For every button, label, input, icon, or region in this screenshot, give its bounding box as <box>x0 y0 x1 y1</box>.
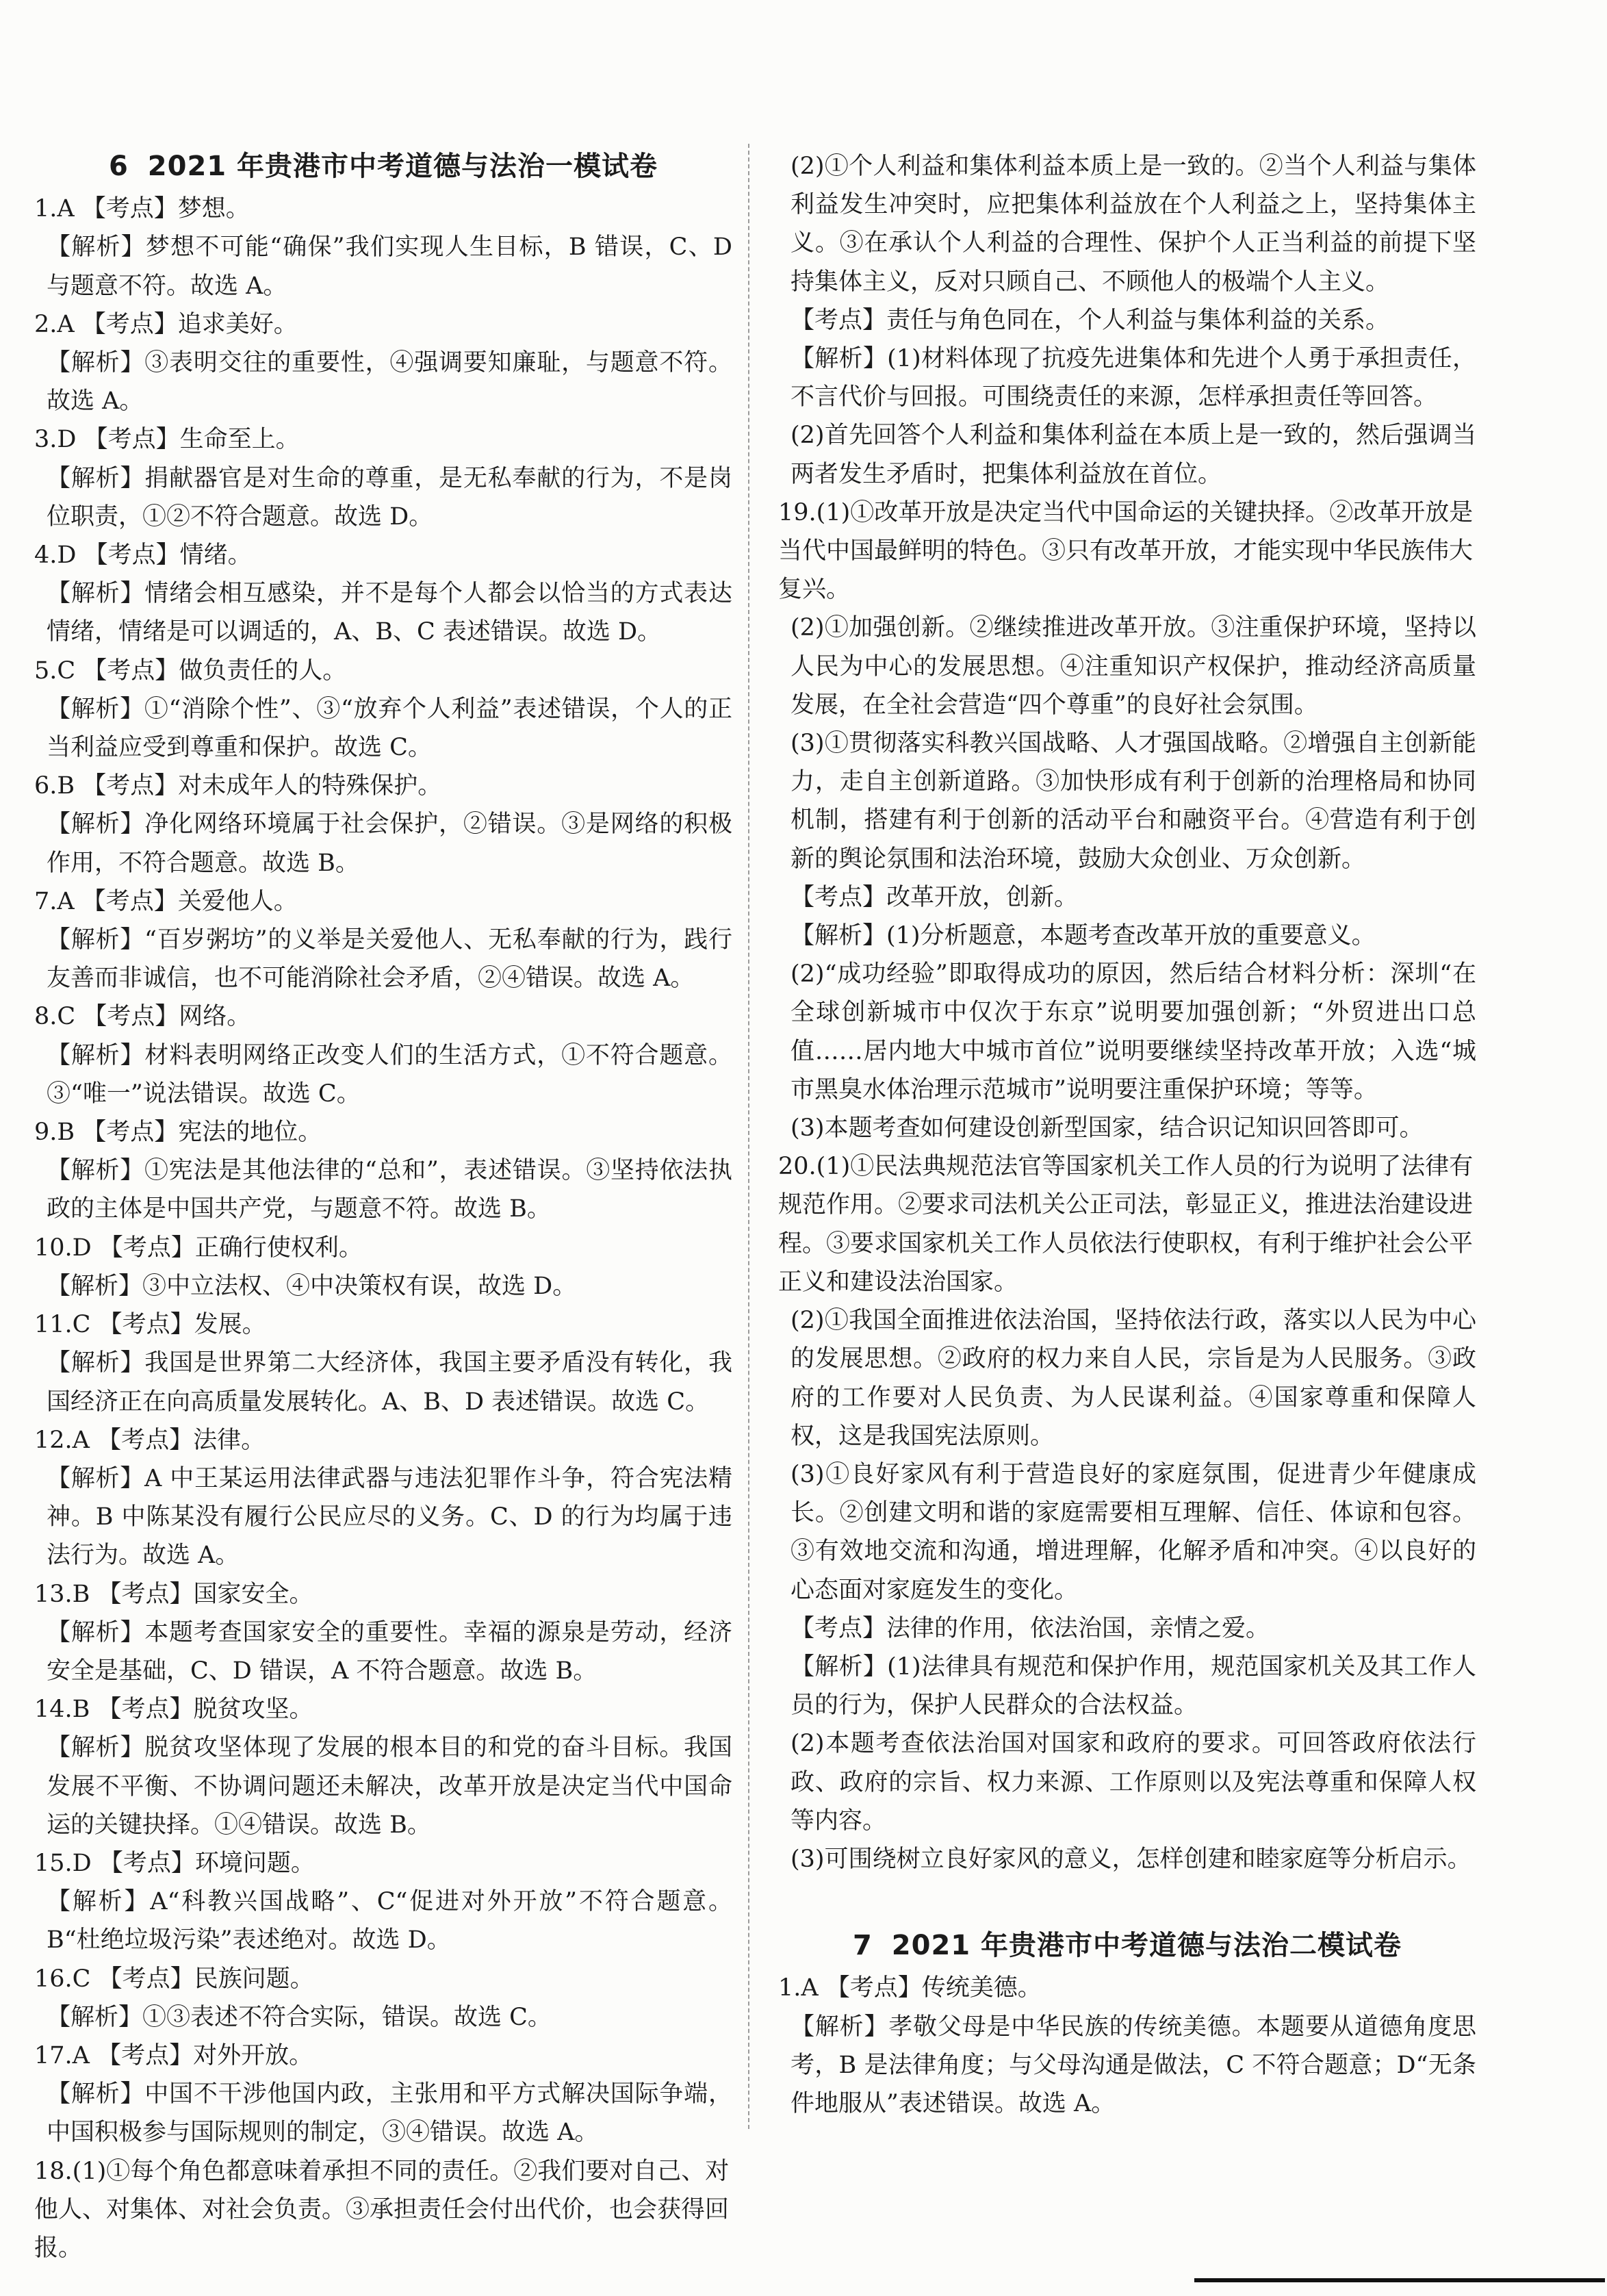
answer-line: 16.C 【考点】民族问题。 <box>34 1965 314 1993</box>
answer-item <box>34 767 732 882</box>
answer-item <box>34 420 732 536</box>
answer-paragraph: 19.(1)①改革开放是决定当代中国命运的关键抉择。②改革开放是当代中国最鲜明的特色。③只有改革开放，才能实现中华民族伟大复兴。 <box>778 498 1474 604</box>
answer-paragraph: 【解析】(1)分析题意，本题考查改革开放的重要意义。 <box>790 922 1376 950</box>
analysis-line: 【解析】中国不干涉他国内政，主张用和平方式解决国际争端，中国积极参与国际规则的制定，③④错误。故选 A。 <box>47 2080 732 2147</box>
answer-list-continued <box>778 147 1476 1878</box>
section-title-6 <box>34 147 732 186</box>
analysis-line: 【解析】我国是世界第二大经济体，我国主要矛盾没有转化，我国经济正在向高质量发展转化。A、B、D 表述错误。故选 C。 <box>47 1349 732 1416</box>
answer-line: 15.D 【考点】环境问题。 <box>34 1849 315 1877</box>
answer-paragraph: 【解析】(1)法律具有规范和保护作用，规范国家机关及其工作人员的行为，保护人民群众的合法权益。 <box>790 1653 1476 1720</box>
answer-line: 6.B 【考点】对未成年人的特殊保护。 <box>34 772 442 800</box>
analysis-line: 【解析】①宪法是其他法律的“总和”，表述错误。③坚持依法执政的主体是中国共产党，与题意不符。故选 B。 <box>47 1157 732 1223</box>
answer-item <box>34 2037 732 2152</box>
analysis-line: 【解析】③表明交往的重要性，④强调要知廉耻，与题意不符。故选 A。 <box>47 349 732 416</box>
answer-paragraph: 1.A 【考点】传统美德。 <box>778 1974 1042 2002</box>
answer-paragraph: 【考点】责任与角色同在，个人利益与集体利益的关系。 <box>790 306 1390 334</box>
answer-line: 10.D 【考点】正确行使权利。 <box>34 1234 363 1262</box>
answer-paragraph: (3)本题考查如何建设创新型国家，结合识记知识回答即可。 <box>790 1114 1424 1143</box>
analysis-line: 【解析】①“消除个性”、③“放弃个人利益”表述错误，个人的正当利益应受到尊重和保护。故选 C。 <box>47 695 732 762</box>
answer-paragraph: 20.(1)①民法典规范法官等国家机关工作人员的行为说明了法律有规范作用。②要求司法机关公正司法，彰显正义，推进法治建设进程。③要求国家机关工作人员依法行使职权，有利于维护社会公平正义和建设法治国家。 <box>778 1153 1474 1296</box>
answer-paragraph: (2)首先回答个人利益和集体利益在本质上是一致的，然后强调当两者发生矛盾时，把集体利益放在首位。 <box>790 422 1476 488</box>
analysis-line: 【解析】“百岁粥坊”的义举是关爱他人、无私奉献的行为，践行友善而非诚信，也不可能消除社会矛盾，②④错误。故选 A。 <box>47 926 732 993</box>
analysis-line: 【解析】③中立法权、④中决策权有误，故选 D。 <box>47 1272 577 1300</box>
answer-item <box>34 1690 732 1844</box>
answer-line: 17.A 【考点】对外开放。 <box>34 2041 313 2069</box>
answer-paragraph: (2)①加强创新。②继续推进改革开放。③注重保护环境，坚持以人民为中心的发展思想。④注重知识产权保护，推动经济高质量发展，在全社会营造“四个尊重”的良好社会氛围。 <box>790 614 1476 719</box>
answer-paragraph: 【考点】改革开放，创新。 <box>790 883 1079 911</box>
answer-item <box>34 1575 732 1691</box>
answer-paragraph: (3)①良好家风有利于营造良好的家庭氛围，促进青少年健康成长。②创建文明和谐的家庭需要相互理解、信任、体谅和包容。③有效地交流和沟通，增进理解，化解矛盾和冲突。④以良好的心态面对家庭发生的变化。 <box>790 1460 1476 1604</box>
answer-item <box>34 536 732 652</box>
section-number: 6 <box>108 151 129 182</box>
answer-paragraph: 【解析】孝敬父母是中华民族的传统美德。本题要从道德角度思考，B 是法律角度；与父母沟通是做法，C 不符合题意；D“无条件地服从”表述错误。故选 A。 <box>790 2013 1476 2117</box>
analysis-line: 【解析】脱贫攻坚体现了发展的根本目的和党的奋斗目标。我国发展不平衡、不协调问题还未解决，改革开放是决定当代中国命运的关键抉择。①④错误。故选 B。 <box>47 1734 732 1839</box>
answer-list-section-7 <box>778 1969 1476 2123</box>
answer-line: 14.B 【考点】脱贫攻坚。 <box>34 1696 313 1724</box>
page-footer-bar <box>1194 2278 1605 2282</box>
right-column <box>778 147 1476 2123</box>
answer-item <box>34 1113 732 1229</box>
analysis-line: 【解析】①③表述不符合实际，错误。故选 C。 <box>47 2003 552 2031</box>
answer-line: 2.A 【考点】追求美好。 <box>34 310 298 338</box>
answer-line: 12.A 【考点】法律。 <box>34 1426 266 1454</box>
answer-item <box>34 190 732 305</box>
answer-line: 18.(1)①每个角色都意味着承担不同的责任。②我们要对自己、对他人、对集体、对社会负责。③承担责任会付出代价，也会获得回报。 <box>34 2157 730 2262</box>
answer-item <box>34 1305 732 1421</box>
analysis-line: 【解析】材料表明网络正改变人们的生活方式，①不符合题意。③“唯一”说法错误。故选 C。 <box>47 1041 732 1108</box>
answer-paragraph: 【解析】(1)材料体现了抗疫先进集体和先进个人勇于承担责任，不言代价与回报。可围绕责任的来源，怎样承担责任等回答。 <box>790 345 1476 411</box>
answer-line: 1.A 【考点】梦想。 <box>34 195 250 223</box>
analysis-line: 【解析】捐献器官是对生命的尊重，是无私奉献的行为，不是岗位职责，①②不符合题意。故选 D。 <box>47 464 732 531</box>
answer-item <box>34 1421 732 1575</box>
answer-line: 8.C 【考点】网络。 <box>34 1003 251 1031</box>
answer-paragraph: (2)“成功经验”即取得成功的原因，然后结合材料分析：深圳“在全球创新城市中仅次于东京”说明要加强创新；“外贸进出口总值……居内地大中城市首位”说明要继续坚持改革开放；入选“城市黑臭水体治理示范城市”说明要注重保护环境；等等。 <box>790 960 1476 1104</box>
answer-paragraph: (2)①我国全面推进依法治国，坚持依法行政，落实以人民为中心的发展思想。②政府的权力来自人民，宗旨是为人民服务。③政府的工作要对人民负责、为人民谋利益。④国家尊重和保障人权，这是我国宪法原则。 <box>790 1307 1476 1450</box>
answer-paragraph: (2)①个人利益和集体利益本质上是一致的。②当个人利益与集体利益发生冲突时，应把集体利益放在个人利益之上，坚持集体主义。③在承认个人利益的合理性、保护个人正当利益的前提下坚持集体主义，反对只顾自己、不顾他人的极端个人主义。 <box>790 153 1476 296</box>
answer-paragraph: 【考点】法律的作用，依法治国，亲情之爱。 <box>790 1614 1270 1642</box>
analysis-line: 【解析】情绪会相互感染，并不是每个人都会以恰当的方式表达情绪，情绪是可以调适的，A、B、C 表述错误。故选 D。 <box>47 580 732 646</box>
answer-line: 13.B 【考点】国家安全。 <box>34 1580 313 1608</box>
left-column <box>34 147 732 2267</box>
answer-item <box>34 2152 732 2268</box>
answer-line: 4.D 【考点】情绪。 <box>34 541 252 570</box>
answer-list <box>34 190 732 2267</box>
section-number: 7 <box>852 1930 873 1962</box>
section-title-text: 2021 年贵港市中考道德与法治二模试卷 <box>891 1930 1402 1962</box>
analysis-line: 【解析】净化网络环境属于社会保护，②错误。③是网络的积极作用，不符合题意。故选 B。 <box>47 811 732 877</box>
answer-item <box>34 1844 732 1960</box>
analysis-line: 【解析】A 中王某运用法律武器与违法犯罪作斗争，符合宪法精神。B 中陈某没有履行公民应尽的义务。C、D 的行为均属于违法行为。故选 A。 <box>47 1464 732 1570</box>
answer-item <box>34 305 732 421</box>
answer-line: 11.C 【考点】发展。 <box>34 1311 266 1339</box>
answer-line: 7.A 【考点】关爱他人。 <box>34 887 298 915</box>
answer-line: 5.C 【考点】做负责任的人。 <box>34 656 347 685</box>
analysis-line: 【解析】梦想不可能“确保”我们实现人生目标，B 错误，C、D 与题意不符。故选 A。 <box>47 233 732 300</box>
answer-item <box>34 997 732 1113</box>
analysis-line: 【解析】本题考查国家安全的重要性。幸福的源泉是劳动，经济安全是基础，C、D 错误，A 不符合题意。故选 B。 <box>47 1618 732 1685</box>
answer-paragraph: (3)①贯彻落实科教兴国战略、人才强国战略。②增强自主创新能力，走自主创新道路。③加快形成有利于创新的治理格局和协同机制，搭建有利于创新的活动平台和融资平台。④营造有利于创新的舆论氛围和法治环境，鼓励大众创业、万众创新。 <box>790 730 1476 873</box>
analysis-line: 【解析】A“科教兴国战略”、C“促进对外开放”不符合题意。B“杜绝垃圾污染”表述绝对。故选 D。 <box>47 1888 732 1954</box>
answer-item <box>34 882 732 998</box>
answer-paragraph: (3)可围绕树立良好家风的意义，怎样创建和睦家庭等分析启示。 <box>790 1845 1471 1873</box>
answer-line: 3.D 【考点】生命至上。 <box>34 426 300 454</box>
answer-item <box>34 652 732 767</box>
answer-item <box>34 1960 732 2037</box>
section-title-7 <box>778 1926 1476 1965</box>
section-title-text: 2021 年贵港市中考道德与法治一模试卷 <box>147 151 658 182</box>
column-divider <box>748 144 749 2129</box>
answer-item <box>34 1229 732 1305</box>
answer-line: 9.B 【考点】宪法的地位。 <box>34 1119 322 1147</box>
answer-paragraph: (2)本题考查依法治国对国家和政府的要求。可回答政府依法行政、政府的宗旨、权力来源、工作原则以及宪法尊重和保障人权等内容。 <box>790 1730 1476 1835</box>
